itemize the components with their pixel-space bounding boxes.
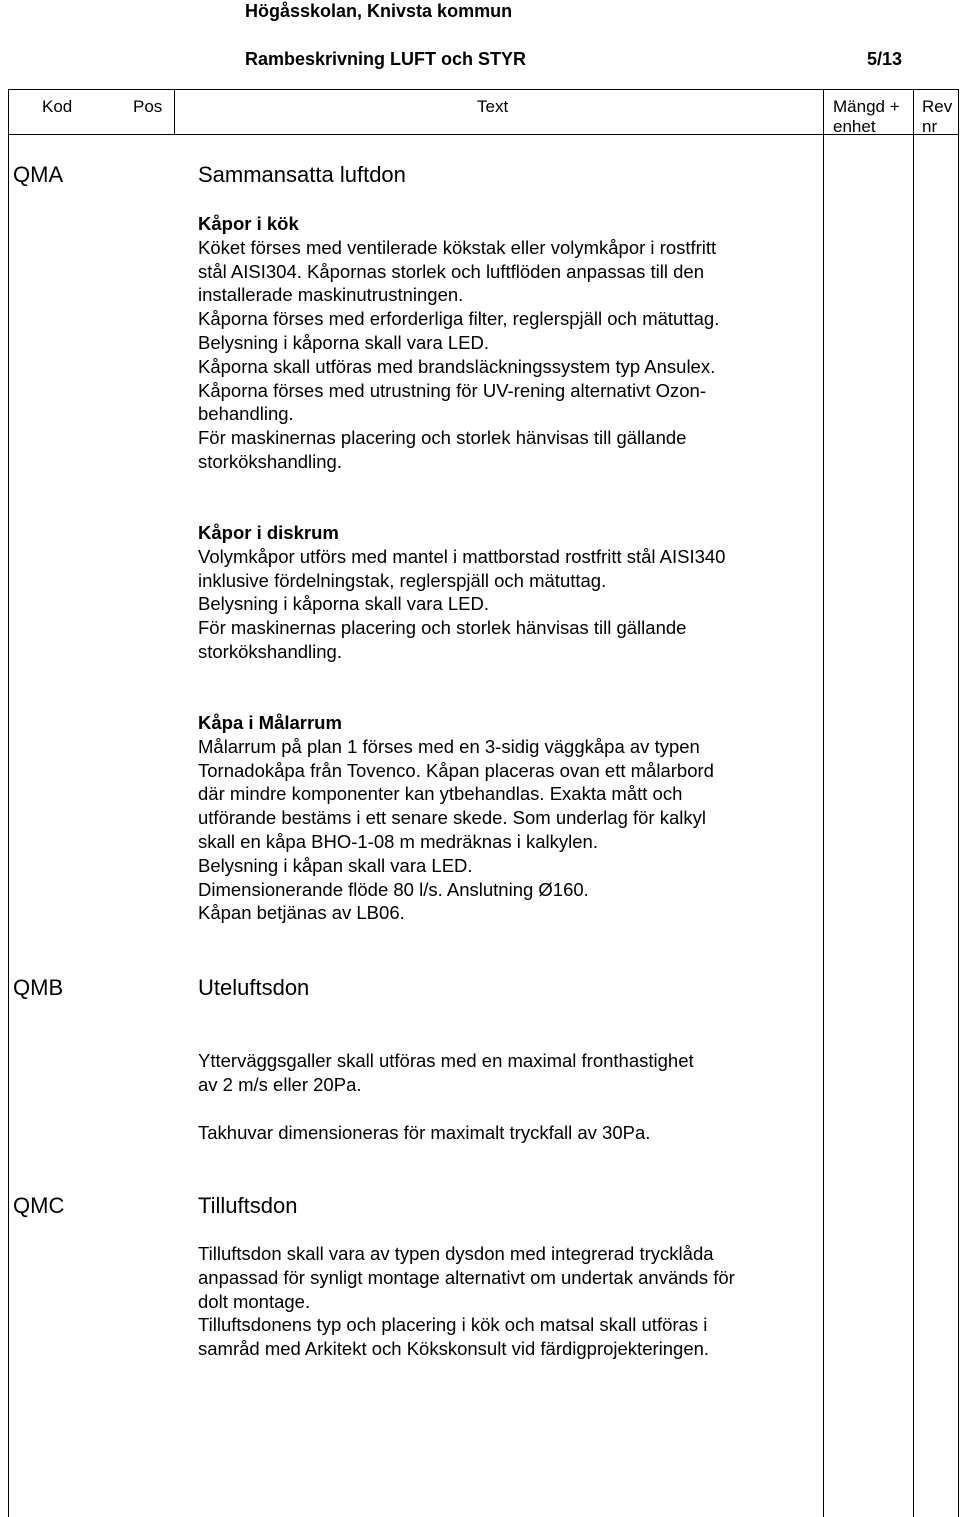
tilluftsdon-line: Tilluftsdonens typ och placering i kök och matsal skall utföras i: [198, 1314, 708, 1336]
kapor-diskrum-line: Volymkåpor utförs med mantel i mattborstad rostfritt stål AISI340: [198, 545, 726, 567]
tilluftsdon-line: anpassad för synligt montage alternativt om undertak används för: [198, 1266, 735, 1288]
kapor-diskrum-heading: Kåpor i diskrum: [198, 522, 339, 543]
pos-text-divider: [174, 89, 175, 134]
section-title-qmc: Tilluftsdon: [198, 1193, 298, 1218]
section-code-qmc: QMC: [13, 1193, 65, 1218]
column-header-text: Text: [477, 97, 509, 116]
kapor-kok-line: Köket förses med ventilerade kökstak eller volymkåpor i rostfritt: [198, 236, 717, 258]
kapor-kok-line: Kåporna förses med utrustning för UV-rening alternativt Ozon-: [198, 379, 706, 401]
table-top-border: [8, 89, 959, 90]
column-header-mangd: [833, 97, 900, 137]
kapa-malarrum-line: Belysning i kåpan skall vara LED.: [198, 854, 473, 876]
uteluftsdon-line: av 2 m/s eller 20Pa.: [198, 1073, 362, 1095]
kapa-malarrum-line: Dimensionerande flöde 80 l/s. Anslutning Ø160.: [198, 878, 589, 900]
kapor-diskrum-line: Belysning i kåporna skall vara LED.: [198, 593, 490, 615]
kapor-diskrum-block: [198, 521, 818, 664]
column-header-rev-line1: Rev: [922, 97, 953, 116]
mangd-rev-divider: [913, 89, 914, 1517]
section-title-qmb: Uteluftsdon: [198, 975, 310, 1000]
column-header-mangd-line2: enhet: [833, 117, 876, 136]
section-title-qma: Sammansatta luftdon: [198, 162, 406, 187]
table-right-border: [958, 89, 959, 1517]
kapa-malarrum-line: Målarrum på plan 1 förses med en 3-sidig väggkåpa av typen: [198, 735, 700, 757]
kapor-diskrum-line: För maskinernas placering och storlek hänvisas till gällande: [198, 617, 687, 639]
column-header-mangd-line1: Mängd +: [833, 97, 900, 116]
column-header-pos: Pos: [133, 97, 163, 116]
kapor-kok-line: För maskinernas placering och storlek hänvisas till gällande: [198, 427, 687, 449]
kapor-diskrum-line: storkökshandling.: [198, 640, 342, 662]
section-code-qmb: QMB: [13, 975, 64, 1000]
tilluftsdon-line: Tilluftsdon skall vara av typen dysdon med integrerad trycklåda: [198, 1243, 714, 1264]
uteluftsdon-paragraph-1: [198, 1049, 818, 1097]
header-row-border: [8, 134, 959, 135]
kapa-malarrum-line: utförande bestäms i ett senare skede. Som underlag för kalkyl: [198, 807, 706, 829]
kapa-malarrum-heading: Kåpa i Målarrum: [198, 712, 342, 733]
kapa-malarrum-block: [198, 711, 818, 925]
text-mangd-divider: [823, 89, 824, 1517]
uteluftsdon-line: Takhuvar dimensioneras för maximalt tryckfall av 30Pa.: [198, 1122, 651, 1143]
tilluftsdon-line: dolt montage.: [198, 1290, 311, 1312]
kapa-malarrum-line: Kåpan betjänas av LB06.: [198, 902, 405, 924]
tilluftsdon-line: samråd med Arkitekt och Kökskonsult vid färdigprojekteringen.: [198, 1338, 710, 1360]
column-header-kod: Kod: [42, 97, 73, 116]
kapor-kok-line: Kåporna skall utföras med brandsläckningssystem typ Ansulex.: [198, 355, 716, 377]
document-title: Rambeskrivning LUFT och STYR: [245, 49, 527, 69]
page-number: 5/13: [867, 49, 903, 69]
school-name: Högåsskolan, Knivsta kommun: [245, 1, 513, 21]
table-left-border: [8, 89, 9, 1517]
kapor-kok-line: Belysning i kåporna skall vara LED.: [198, 331, 490, 353]
kapor-kok-line: Kåporna förses med erforderliga filter, reglerspjäll och mätuttag.: [198, 308, 720, 330]
kapor-kok-heading: Kåpor i kök: [198, 213, 299, 234]
kapor-kok-line: installerade maskinutrustningen.: [198, 284, 464, 306]
tilluftsdon-paragraph: [198, 1242, 818, 1361]
kapa-malarrum-line: skall en kåpa BHO-1-08 m medräknas i kalkylen.: [198, 830, 598, 852]
column-header-rev: [922, 97, 952, 137]
kapor-kok-line: stål AISI304. Kåpornas storlek och luftflöden anpassas till den: [198, 260, 704, 282]
kapor-kok-line: behandling.: [198, 403, 294, 425]
column-header-rev-line2: nr: [922, 117, 938, 136]
section-code-qma: QMA: [13, 162, 64, 187]
kapa-malarrum-line: Tornadokåpa från Tovenco. Kåpan placeras ovan ett målarbord: [198, 759, 714, 781]
kapa-malarrum-line: där mindre komponenter kan ytbehandlas. Exakta mått och: [198, 783, 683, 805]
uteluftsdon-paragraph-2: [198, 1121, 818, 1145]
kapor-kok-line: storkökshandling.: [198, 450, 342, 472]
kapor-diskrum-line: inklusive fördelningstak, reglerspjäll och mätuttag.: [198, 569, 607, 591]
uteluftsdon-line: Ytterväggsgaller skall utföras med en maximal fronthastighet: [198, 1050, 694, 1071]
kapor-kok-block: [198, 212, 818, 474]
